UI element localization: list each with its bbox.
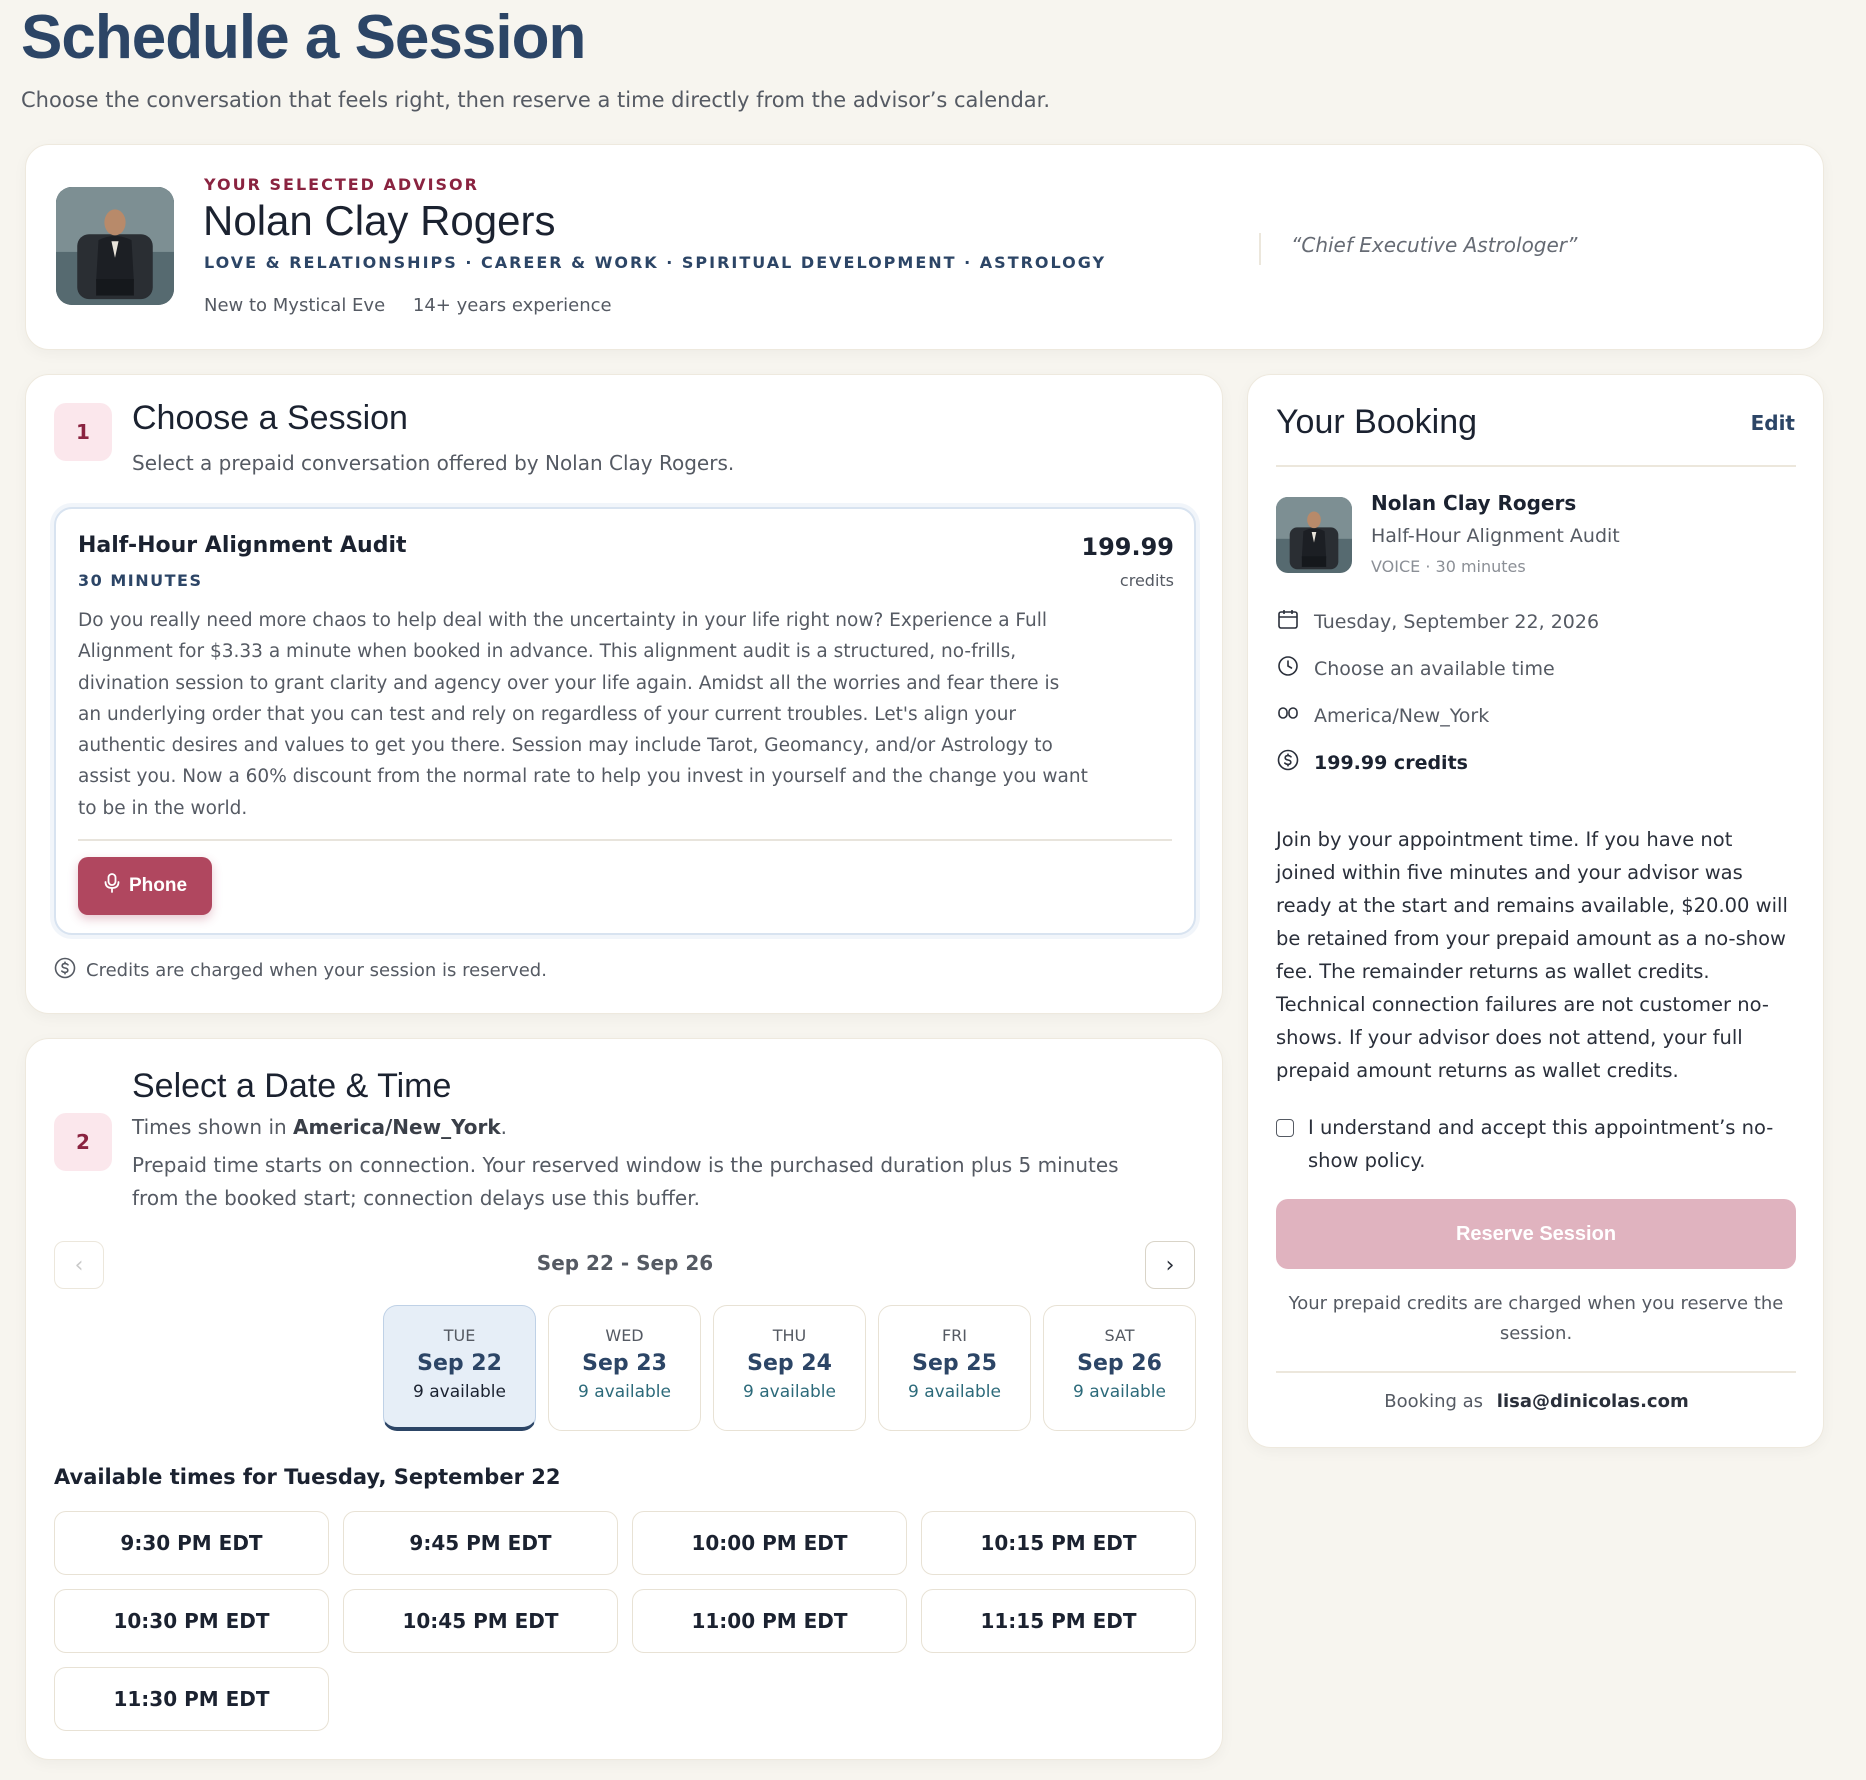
datetime-card bbox=[25, 1038, 1223, 1760]
day-tab-weekday: WED bbox=[605, 1326, 644, 1345]
phone-channel-label: Phone bbox=[128, 875, 188, 896]
booking-timezone-row bbox=[1276, 701, 1489, 730]
booking-as-email: lisa@dinicolas.com bbox=[1496, 1391, 1689, 1412]
session-option-divider bbox=[78, 839, 1172, 841]
policy-accept-checkbox[interactable] bbox=[1276, 1119, 1294, 1137]
session-card bbox=[25, 374, 1223, 1014]
booking-time: Choose an available time bbox=[1314, 657, 1555, 680]
day-tab-availability: 9 available bbox=[413, 1382, 506, 1402]
session-option-price: 199.99 bbox=[1081, 533, 1174, 561]
day-tab-thu[interactable] bbox=[713, 1305, 866, 1431]
page-subtitle: Choose the conversation that feels right, then reserve a time directly from the advisor’s calendar. bbox=[21, 88, 1051, 112]
phone-channel-button[interactable] bbox=[78, 857, 212, 915]
booking-date-row bbox=[1276, 607, 1599, 636]
day-tab-availability: 9 available bbox=[908, 1382, 1001, 1402]
buffer-note: Prepaid time starts on connection. Your reserved window is the purchased duration plus 5 minutes from the booked start; connection delays use this buffer. bbox=[132, 1153, 1119, 1210]
time-slot-button[interactable]: 11:30 PM EDT bbox=[54, 1667, 329, 1731]
timezone-value: America/New_York bbox=[293, 1115, 501, 1139]
advisor-meta-experience: 14+ years experience bbox=[412, 295, 612, 316]
step-badge-2: 2 bbox=[54, 1113, 112, 1171]
session-option-card[interactable] bbox=[54, 507, 1196, 935]
day-tab-availability: 9 available bbox=[1073, 1382, 1166, 1402]
day-tab-tue[interactable] bbox=[383, 1305, 536, 1431]
timezone-suffix: . bbox=[500, 1115, 507, 1139]
week-range: Sep 22 - Sep 26 bbox=[536, 1251, 714, 1275]
booking-footer-divider bbox=[1276, 1371, 1796, 1373]
microphone-icon bbox=[103, 873, 121, 899]
advisor-meta-new: New to Mystical Eve bbox=[204, 295, 386, 316]
time-slot-button[interactable]: 10:15 PM EDT bbox=[921, 1511, 1196, 1575]
time-slot-button[interactable]: 11:15 PM EDT bbox=[921, 1589, 1196, 1653]
booking-advisor-avatar bbox=[1276, 497, 1352, 573]
time-slot-button[interactable]: 10:00 PM EDT bbox=[632, 1511, 907, 1575]
times-heading: Available times for Tuesday, September 22 bbox=[54, 1465, 561, 1489]
session-option-title: Half-Hour Alignment Audit bbox=[78, 533, 407, 558]
advisor-quote: “Chief Executive Astrologer” bbox=[1291, 233, 1578, 257]
booking-title: Your Booking bbox=[1276, 403, 1478, 441]
datetime-section-title: Select a Date & Time bbox=[132, 1067, 452, 1105]
booking-date: Tuesday, September 22, 2026 bbox=[1314, 610, 1600, 633]
day-tab-date: Sep 23 bbox=[582, 1351, 667, 1376]
reserve-note: Your prepaid credits are charged when you reserve the session. bbox=[1288, 1293, 1784, 1344]
time-slot-button[interactable]: 9:45 PM EDT bbox=[343, 1511, 618, 1575]
clock-icon bbox=[1276, 654, 1300, 683]
policy-accept-row[interactable] bbox=[1276, 1111, 1796, 1177]
time-slot-button[interactable]: 11:00 PM EDT bbox=[632, 1589, 907, 1653]
booking-timezone: America/New_York bbox=[1314, 704, 1490, 727]
booking-as bbox=[1248, 1391, 1825, 1412]
step-badge-1: 1 bbox=[54, 403, 112, 461]
session-option-description: Do you really need more chaos to help deal with the uncertainty in your life right now? Experience a Full Alignment for $3.33 a minute when booked in advance. This alignment audit is a structured, no-frills, divination session to grant clarity and agency over your life again. Amidst all the worries and fear there is an underlying order that you can test and rely on regardless of your current troubles. Let's align your authentic desires and values to get you there. Session may include Tarot, Geomancy, and/or Astrology to assist you. Now a 60% discount from the normal rate to help you invest in yourself and the change you want to be in the world. bbox=[78, 610, 1088, 819]
advisor-name: Nolan Clay Rogers bbox=[203, 197, 556, 244]
chevron-right-icon: › bbox=[1165, 1252, 1175, 1278]
booking-time-row bbox=[1276, 654, 1555, 683]
next-week-button[interactable] bbox=[1145, 1241, 1195, 1289]
advisor-meta bbox=[204, 295, 634, 316]
day-tab-wed[interactable] bbox=[548, 1305, 701, 1431]
booking-as-label: Booking as bbox=[1384, 1391, 1484, 1412]
day-tab-weekday: TUE bbox=[443, 1326, 476, 1345]
advisor-card bbox=[25, 144, 1824, 350]
quote-divider bbox=[1259, 233, 1261, 265]
day-tab-date: Sep 26 bbox=[1077, 1351, 1162, 1376]
day-tab-availability: 9 available bbox=[578, 1382, 671, 1402]
policy-accept-label: I understand and accept this appointment’s no-show policy. bbox=[1308, 1116, 1774, 1172]
advisor-avatar bbox=[56, 187, 174, 305]
day-tab-date: Sep 25 bbox=[912, 1351, 997, 1376]
time-slot-button[interactable]: 9:30 PM EDT bbox=[54, 1511, 329, 1575]
timezone-prefix: Times shown in bbox=[132, 1115, 287, 1139]
advisor-specialties: LOVE & RELATIONSHIPS · CAREER & WORK · SPIRITUAL DEVELOPMENT · ASTROLOGY bbox=[204, 253, 1107, 272]
session-section-subtitle: Select a prepaid conversation offered by Nolan Clay Rogers. bbox=[132, 451, 735, 475]
timezone-line bbox=[132, 1115, 507, 1139]
session-option-price-unit: credits bbox=[1119, 571, 1174, 590]
day-tab-availability: 9 available bbox=[743, 1382, 836, 1402]
day-tab-sat[interactable] bbox=[1043, 1305, 1196, 1431]
globe-icon bbox=[1276, 701, 1300, 730]
booking-session-name: Half-Hour Alignment Audit bbox=[1371, 525, 1620, 547]
day-tab-fri[interactable] bbox=[878, 1305, 1031, 1431]
reserve-session-button[interactable]: Reserve Session bbox=[1276, 1199, 1796, 1269]
day-tab-weekday: THU bbox=[772, 1326, 807, 1345]
booking-divider bbox=[1276, 465, 1796, 467]
day-tab-weekday: FRI bbox=[941, 1326, 968, 1345]
booking-price: 199.99 credits bbox=[1314, 751, 1468, 774]
session-option-duration: 30 MINUTES bbox=[78, 571, 203, 590]
dollar-circle-icon bbox=[54, 957, 76, 984]
time-slot-button[interactable]: 10:45 PM EDT bbox=[343, 1589, 618, 1653]
credits-note bbox=[54, 957, 547, 984]
advisor-eyebrow: YOUR SELECTED ADVISOR bbox=[204, 175, 479, 194]
booking-card bbox=[1247, 374, 1824, 1448]
booking-advisor-name: Nolan Clay Rogers bbox=[1371, 491, 1577, 515]
calendar-icon bbox=[1276, 607, 1300, 636]
session-section-title: Choose a Session bbox=[132, 399, 408, 437]
chevron-left-icon: ‹ bbox=[74, 1252, 84, 1278]
booking-session-meta: VOICE · 30 minutes bbox=[1371, 557, 1526, 576]
page-title: Schedule a Session bbox=[21, 3, 586, 72]
credits-note-text: Credits are charged when your session is reserved. bbox=[86, 960, 547, 981]
dollar-circle-icon bbox=[1276, 748, 1300, 777]
day-tab-weekday: SAT bbox=[1104, 1326, 1135, 1345]
no-show-policy: Join by your appointment time. If you have not joined within five minutes and your advisor was ready at the start and remains available, $20.00 will be retained from your prepaid amount as a no-show fee. The remainder returns as wallet credits. Technical connection failures are not customer no-shows. If your advisor does not attend, your full prepaid amount returns as wallet credits. bbox=[1276, 828, 1788, 1082]
booking-price-row bbox=[1276, 748, 1468, 777]
day-tab-date: Sep 22 bbox=[417, 1351, 502, 1376]
edit-link[interactable]: Edit bbox=[1750, 411, 1795, 435]
time-slot-button[interactable]: 10:30 PM EDT bbox=[54, 1589, 329, 1653]
day-tab-date: Sep 24 bbox=[747, 1351, 832, 1376]
